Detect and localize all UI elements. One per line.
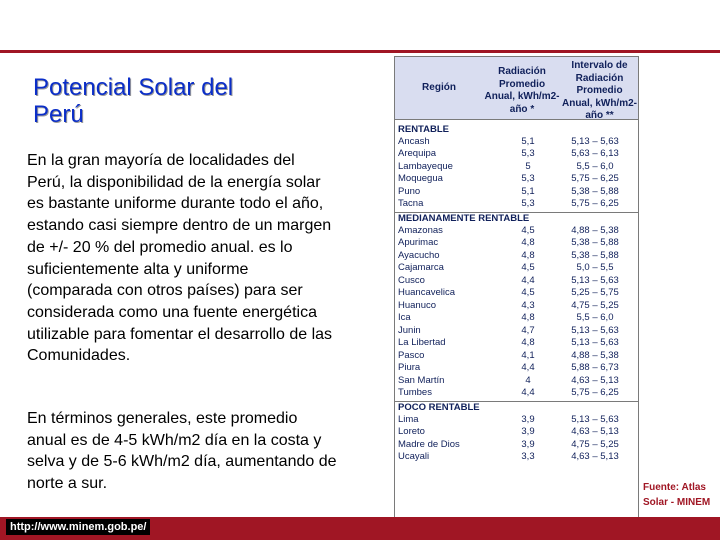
region-cell: Ica (398, 312, 411, 324)
interval-cell: 5,13 – 5,63 (571, 274, 619, 286)
interval-cell: 5,38 – 5,88 (571, 185, 619, 197)
region-cell: Lima (398, 413, 419, 425)
region-cell: Madre de Dios (398, 438, 460, 450)
region-cell: Pasco (398, 349, 425, 361)
interval-cell: 4,63 – 5,13 (571, 451, 619, 463)
table-row (395, 262, 638, 275)
radiation-cell: 4,5 (521, 262, 535, 274)
body-paragraph-1: En la gran mayoría de localidades del Perú, la disponibilidad de la energía solar es bastante uniforme durante todo el año, estando casi siempre dentro de un margen de +/- 20 % del promedio anual. es lo suficientemente alta y uniforme (comparada con otros países) para ser considerada como una fuente energética utilizable para fomentar el desarrollo de las Comunidades. (27, 152, 333, 365)
table-row (395, 237, 638, 250)
table-body (395, 120, 638, 463)
top-accent-bar (0, 50, 720, 53)
radiation-cell: 4 (525, 374, 531, 386)
interval-cell: 5,38 – 5,88 (571, 237, 619, 249)
table-row (395, 312, 638, 325)
table-row (395, 249, 638, 262)
table-row (395, 362, 638, 375)
table-row (395, 349, 638, 362)
region-cell: Apurimac (398, 237, 439, 249)
header-interval: Intervalo de Radiación Promedio Anual, kWh/m2-año ** (561, 60, 637, 121)
region-cell: Cajamarca (398, 262, 444, 274)
table-row (395, 160, 638, 173)
footer-url-link[interactable]: http://www.minem.gob.pe/ (6, 519, 150, 535)
region-cell: Moquegua (398, 173, 443, 185)
body-paragraph-2: En términos generales, este promedio anual es de 4-5 kWh/m2 día en la costa y selva y de 5-6 kWh/m2 día, aumentando de norte a sur. (27, 410, 337, 493)
radiation-cell: 3,3 (521, 451, 535, 463)
radiation-cell: 5 (525, 160, 531, 172)
table-row (395, 374, 638, 387)
table-row (395, 387, 638, 400)
radiation-cell: 4,5 (521, 224, 535, 236)
region-cell: Loreto (398, 426, 425, 438)
header-radiation: Radiación Promedio Anual, kWh/m2-año * (484, 66, 560, 115)
region-cell: Cusco (398, 274, 425, 286)
interval-cell: 5,5 – 6,0 (576, 312, 614, 324)
interval-cell: 5,63 – 6,13 (571, 148, 619, 160)
table-row (395, 185, 638, 198)
table-row (395, 451, 638, 464)
radiation-cell: 4,4 (521, 387, 535, 399)
region-cell: Junin (398, 324, 421, 336)
interval-cell: 5,13 – 5,63 (571, 413, 619, 425)
region-cell: Ancash (398, 135, 430, 147)
radiation-cell: 4,8 (521, 237, 535, 249)
table-row (395, 135, 638, 148)
region-cell: Tacna (398, 198, 424, 210)
interval-cell: 5,25 – 5,75 (571, 287, 619, 299)
region-cell: Lambayeque (398, 160, 453, 172)
radiation-cell: 5,1 (521, 135, 535, 147)
radiation-cell: 5,3 (521, 148, 535, 160)
interval-cell: 5,38 – 5,88 (571, 249, 619, 261)
radiation-cell: 4,8 (521, 312, 535, 324)
interval-cell: 4,63 – 5,13 (571, 426, 619, 438)
region-cell: Ucayali (398, 451, 430, 463)
interval-cell: 5,13 – 5,63 (571, 337, 619, 349)
radiation-cell: 4,1 (521, 349, 535, 361)
radiation-cell: 5,1 (521, 185, 535, 197)
radiation-cell: 3,9 (521, 426, 535, 438)
region-cell: Puno (398, 185, 421, 197)
radiation-cell: 4,8 (521, 337, 535, 349)
table-section-label: RENTABLE (398, 124, 450, 135)
region-cell: Arequipa (398, 148, 437, 160)
table-row (395, 287, 638, 300)
table-row (395, 324, 638, 337)
table-section-label: MEDIANAMENTE RENTABLE (395, 212, 638, 224)
table-row (395, 198, 638, 211)
radiation-cell: 4,3 (521, 299, 535, 311)
table-header (395, 57, 638, 120)
solar-radiation-table (394, 56, 639, 518)
table-row (395, 413, 638, 426)
radiation-cell: 3,9 (521, 413, 535, 425)
interval-cell: 4,75 – 5,25 (571, 438, 619, 450)
table-row (395, 148, 638, 161)
table-row (395, 337, 638, 350)
radiation-cell: 4,7 (521, 324, 535, 336)
source-note: Fuente: Atlas Solar - MINEM (643, 482, 711, 508)
interval-cell: 5,75 – 6,25 (571, 173, 619, 185)
region-cell: Piura (398, 362, 421, 374)
table-row (395, 173, 638, 186)
radiation-cell: 4,4 (521, 274, 535, 286)
table-row (395, 274, 638, 287)
interval-cell: 4,75 – 5,25 (571, 299, 619, 311)
region-cell: San Martín (398, 374, 445, 386)
region-cell: Huanuco (398, 299, 437, 311)
interval-cell: 4,63 – 5,13 (571, 374, 619, 386)
slide-title: Potencial Solar del Perú (33, 74, 234, 128)
region-cell: Tumbes (398, 387, 432, 399)
interval-cell: 4,88 – 5,38 (571, 349, 619, 361)
interval-cell: 4,88 – 5,38 (571, 224, 619, 236)
table-row (395, 426, 638, 439)
region-cell: Huancavelica (398, 287, 456, 299)
table-row (395, 438, 638, 451)
interval-cell: 5,13 – 5,63 (571, 135, 619, 147)
radiation-cell: 4,5 (521, 287, 535, 299)
radiation-cell: 4,4 (521, 362, 535, 374)
radiation-cell: 4,8 (521, 249, 535, 261)
region-cell: Ayacucho (398, 249, 440, 261)
table-row (395, 299, 638, 312)
interval-cell: 5,13 – 5,63 (571, 324, 619, 336)
header-region: Región (422, 82, 456, 93)
interval-cell: 5,5 – 6,0 (576, 160, 614, 172)
interval-cell: 5,75 – 6,25 (571, 198, 619, 210)
region-cell: La Libertad (398, 337, 446, 349)
radiation-cell: 5,3 (521, 198, 535, 210)
table-section-label: POCO RENTABLE (395, 401, 638, 413)
interval-cell: 5,75 – 6,25 (571, 387, 619, 399)
table-row (395, 224, 638, 237)
radiation-cell: 5,3 (521, 173, 535, 185)
region-cell: Amazonas (398, 224, 443, 236)
interval-cell: 5,88 – 6,73 (571, 362, 619, 374)
radiation-cell: 3,9 (521, 438, 535, 450)
interval-cell: 5,0 – 5,5 (576, 262, 614, 274)
